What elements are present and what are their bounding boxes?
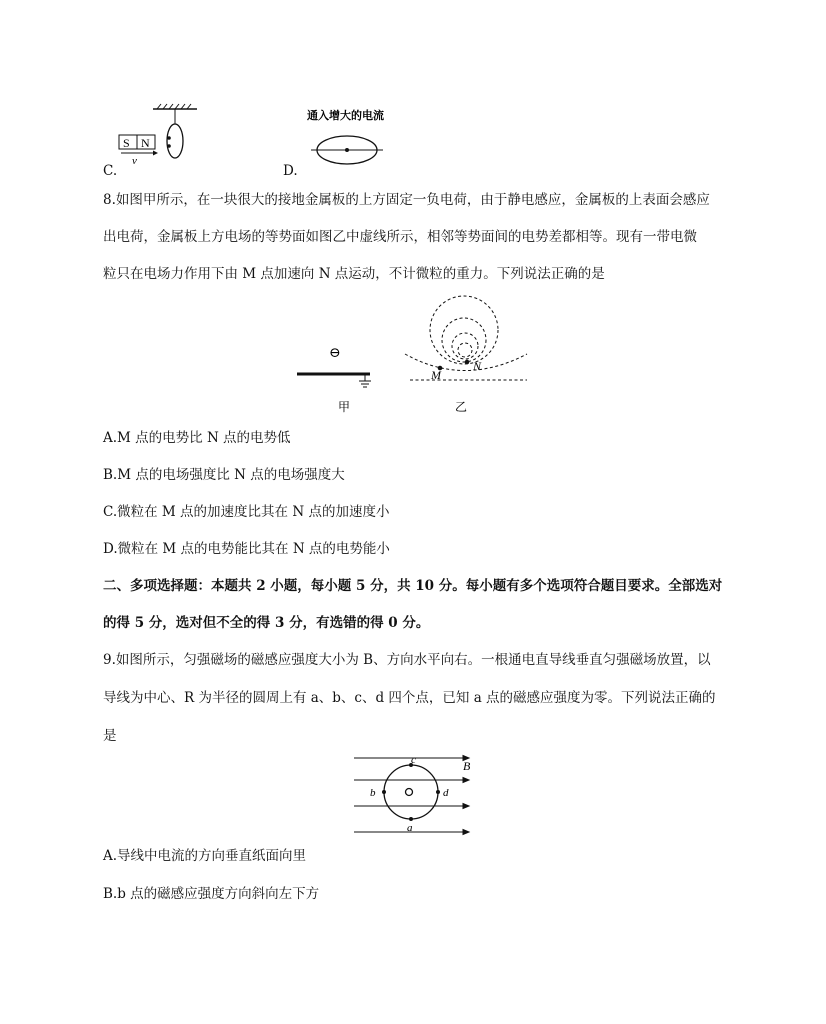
point-c-label: c bbox=[411, 754, 416, 766]
q9-option-b[interactable]: B.b 点的磁感应强度方向斜向左下方 bbox=[103, 886, 320, 902]
option-d-label: D. bbox=[283, 163, 298, 179]
magnet-s-label: S bbox=[123, 136, 130, 150]
section2-heading-line2: 的得 5 分，选对但不全的得 3 分，有选错的得 0 分。 bbox=[103, 615, 430, 631]
magnet-n-label: N bbox=[141, 136, 150, 150]
option-c-label: C. bbox=[103, 163, 118, 179]
point-n-label: N bbox=[473, 359, 482, 373]
field-b-label: B bbox=[463, 759, 471, 773]
option-d-figure bbox=[305, 106, 415, 176]
q8-option-a[interactable]: A.M 点的电势比 N 点的电势低 bbox=[103, 430, 291, 446]
option-d-caption: 通入增大的电流 bbox=[307, 110, 384, 122]
point-m-label: M bbox=[431, 368, 441, 382]
q8-option-c[interactable]: C.微粒在 M 点的加速度比其在 N 点的加速度小 bbox=[103, 504, 390, 520]
figure-jia-caption: 甲 bbox=[338, 400, 351, 414]
q8-option-b[interactable]: B.M 点的电场强度比 N 点的电场强度大 bbox=[103, 467, 345, 483]
point-b-label: b bbox=[370, 787, 376, 799]
q9-stem-line1: 9.如图所示，匀强磁场的磁感应强度大小为 B、方向水平向右。一根通电直导线垂直匀强磁场放置，以 bbox=[103, 652, 711, 668]
point-d-label: d bbox=[443, 787, 449, 799]
q9-magnetic-field-figure bbox=[350, 750, 485, 840]
q8-figure-yi bbox=[400, 292, 540, 412]
q9-stem-line2: 导线为中心、R 为半径的圆周上有 a、b、c、d 四个点，已知 a 点的磁感应强度为零。下列说法正确的 bbox=[103, 690, 716, 706]
negative-charge-symbol: ⊖ bbox=[329, 346, 341, 361]
q8-stem-line1: 8.如图甲所示，在一块很大的接地金属板的上方固定一负电荷，由于静电感应，金属板的上表面会感应 bbox=[103, 192, 710, 208]
point-a-label: a bbox=[407, 822, 413, 834]
q9-stem-line3: 是 bbox=[103, 728, 117, 744]
q8-stem-line3: 粒只在电场力作用下由 M 点加速向 N 点运动，不计微粒的重力。下列说法正确的是 bbox=[103, 266, 605, 282]
velocity-label: v bbox=[132, 155, 137, 167]
option-c-figure bbox=[115, 102, 205, 167]
q8-figure-jia bbox=[292, 300, 382, 414]
q8-stem-line2: 出电荷，金属板上方电场的等势面如图乙中虚线所示，相邻等势面间的电势差都相等。现有一带电微 bbox=[103, 229, 697, 245]
figure-yi-caption: 乙 bbox=[455, 400, 468, 414]
section2-heading-line1: 二、多项选择题：本题共 2 小题，每小题 5 分，共 10 分。每小题有多个选项符合题目要求。全部选对 bbox=[103, 578, 723, 594]
q8-option-d[interactable]: D.微粒在 M 点的电势能比其在 N 点的电势能小 bbox=[103, 541, 390, 557]
q9-option-a[interactable]: A.导线中电流的方向垂直纸面向里 bbox=[103, 848, 307, 864]
